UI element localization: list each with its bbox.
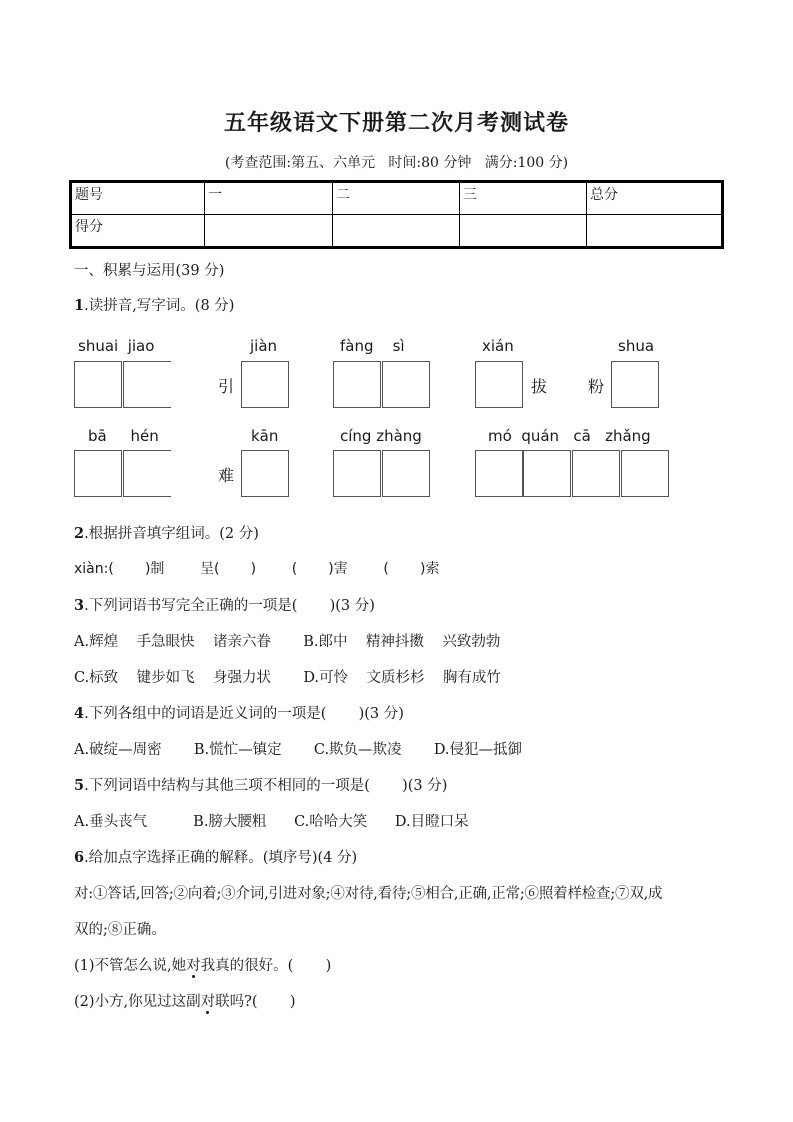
question-text: .根据拼音填字组词。(2 分) [84, 526, 259, 542]
sentence-text: (2)小方,你见过这副 [74, 994, 201, 1010]
answer-box[interactable] [475, 450, 523, 497]
question-number: 1 [74, 297, 85, 314]
options-line[interactable]: A.破绽—周密 B.慌忙—镇定 C.欺负—欺凌 D.侵犯—抵御 [74, 742, 523, 758]
pinyin-label: shuai jiao [78, 337, 155, 355]
question-2 [74, 522, 259, 543]
given-character: 拔 [531, 377, 548, 396]
score-table-header-row [71, 182, 723, 215]
score-cell-1[interactable] [205, 215, 333, 248]
question-number: 2 [74, 525, 85, 542]
pinyin-label: jiàn [250, 337, 278, 355]
answer-box[interactable] [572, 450, 620, 497]
header-cell-2: 二 [333, 182, 460, 215]
answer-box[interactable] [475, 361, 523, 408]
sentence-text: 我真的很好。( ) [200, 958, 332, 974]
score-cell-2[interactable] [333, 215, 460, 248]
answer-box[interactable] [382, 361, 430, 408]
question-number: 4 [74, 705, 85, 722]
header-cell-3: 三 [460, 182, 587, 215]
dotted-character: 对 [186, 958, 201, 974]
answer-box[interactable] [611, 361, 659, 408]
question-number: 5 [74, 777, 85, 794]
pinyin-label: mó quán cā zhǎng [488, 427, 651, 445]
answer-box[interactable] [241, 450, 289, 497]
sentence-2[interactable] [74, 990, 296, 1011]
dotted-character: 对 [200, 994, 216, 1010]
definition-line: 双的;⑧正确。 [74, 922, 166, 938]
question-text: .下列词语书写完全正确的一项是( )(3 分) [84, 598, 375, 614]
fill-in-line[interactable]: xiàn:( )制 呈( ) ( )害 ( )索 [74, 561, 440, 577]
score-cell-3[interactable] [460, 215, 587, 248]
question-text: .下列各组中的词语是近义词的一项是( )(3 分) [84, 706, 404, 722]
answer-box[interactable] [382, 450, 430, 497]
answer-box[interactable] [333, 450, 381, 497]
given-character: 引 [218, 377, 235, 396]
options-line[interactable]: A.垂头丧气 B.膀大腰粗 C.哈哈大笑 D.目瞪口呆 [74, 814, 469, 830]
question-text: .下列词语中结构与其他三项不相同的一项是( )(3 分) [84, 778, 448, 794]
options-line[interactable]: A.辉煌 手急眼快 诸亲六眷 B.郎中 精神抖擞 兴致勃勃 [74, 634, 501, 650]
sentence-1[interactable] [74, 954, 331, 975]
score-row-label: 得分 [71, 215, 205, 248]
section-heading: 一、积累与运用(39 分) [74, 263, 225, 279]
given-character: 粉 [588, 377, 605, 396]
sentence-text: (1)不管怎么说,她 [74, 958, 187, 974]
question-3 [74, 594, 375, 615]
answer-box[interactable] [333, 361, 381, 408]
pinyin-label: xián [482, 337, 514, 355]
answer-box[interactable] [523, 450, 571, 497]
given-character: 难 [218, 466, 235, 485]
pinyin-label: fàng sì [340, 337, 405, 355]
header-cell-total: 总分 [587, 182, 723, 215]
options-line[interactable]: C.标致 键步如飞 身强力状 D.可怜 文质杉杉 胸有成竹 [74, 670, 501, 686]
answer-box[interactable] [621, 450, 669, 497]
sentence-text: 联吗?( ) [215, 994, 296, 1010]
answer-box[interactable] [241, 361, 289, 408]
page-title: 五年级语文下册第二次月考测试卷 [223, 110, 569, 136]
definition-line: 对:①答话,回答;②向着;③介词,引进对象;④对待,看待;⑤相合,正确,正常;⑥照着样检查;⑦双,成 [74, 886, 663, 902]
header-cell-item: 题号 [71, 182, 205, 215]
pinyin-label: bā hén [88, 427, 159, 445]
header-cell-1: 一 [205, 182, 333, 215]
question-number: 6 [74, 849, 85, 866]
question-text: .给加点字选择正确的解释。(填序号)(4 分) [84, 850, 358, 866]
pinyin-label: shua [618, 337, 655, 355]
question-5 [74, 774, 447, 795]
pinyin-label: kān [251, 427, 279, 445]
score-table-score-row [71, 215, 723, 248]
question-4 [74, 702, 404, 723]
answer-box[interactable] [74, 450, 122, 497]
answer-box[interactable] [123, 450, 171, 497]
exam-info: (考查范围:第五、六单元 时间:80 分钟 满分:100 分) [224, 155, 569, 171]
answer-box[interactable] [123, 361, 171, 408]
score-table [69, 180, 724, 249]
answer-box[interactable] [74, 361, 122, 408]
question-number: 3 [74, 597, 85, 614]
score-cell-total[interactable] [587, 215, 723, 248]
pinyin-label: cíng zhàng [340, 427, 422, 445]
question-1 [74, 294, 234, 315]
question-6 [74, 846, 357, 867]
question-text: .读拼音,写字词。(8 分) [84, 298, 235, 314]
